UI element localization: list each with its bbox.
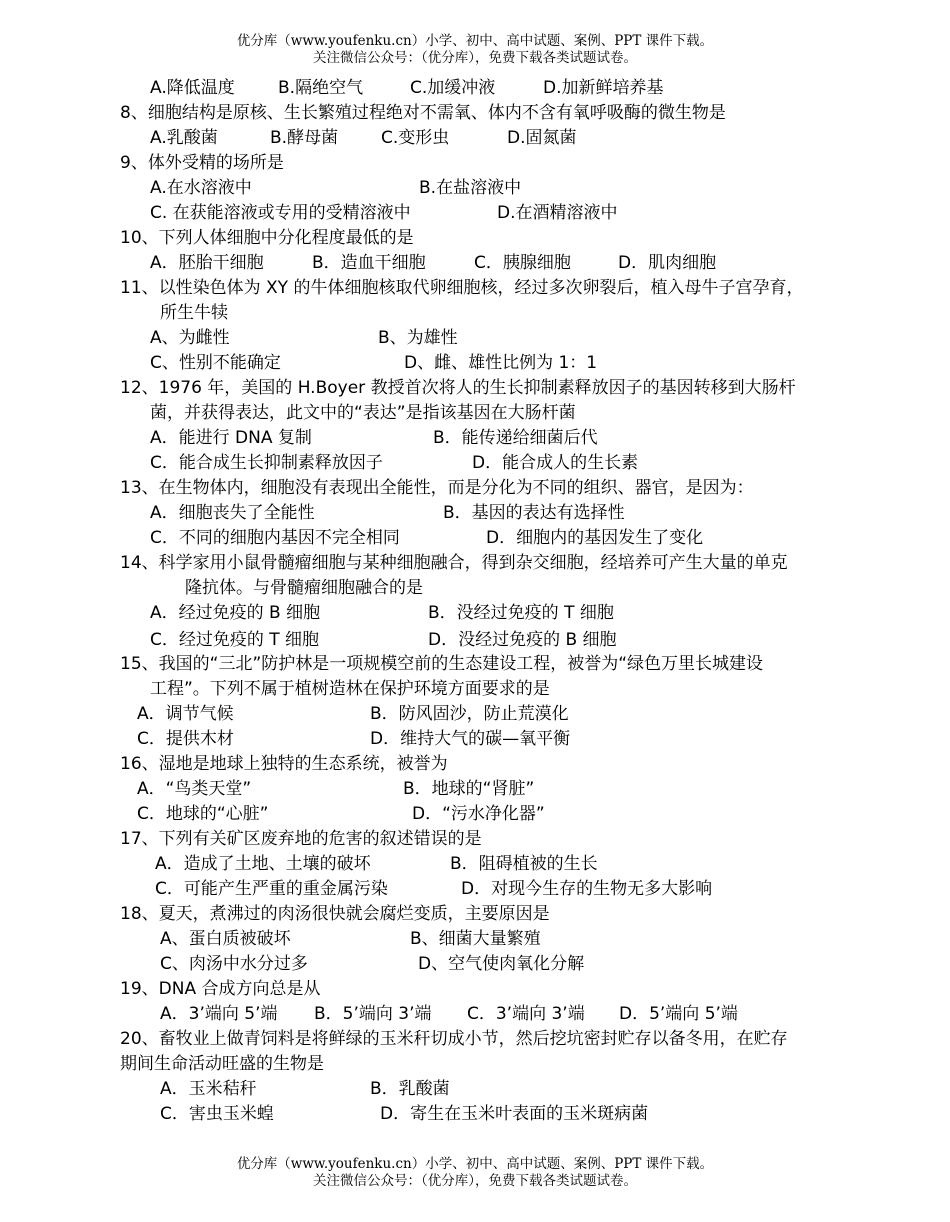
q15-option-d: D．维持大气的碳—氧平衡 <box>370 729 571 749</box>
q11-option-c: C、性别不能确定 <box>150 353 281 373</box>
q8-option-b: B.酵母菌 <box>270 128 339 148</box>
header-line-1: 优分库（www.youfenku.cn）小学、初中、高中试题、案例、PPT 课件下载。 <box>236 33 714 49</box>
q15-option-b: B．防风固沙，防止荒漠化 <box>370 704 569 724</box>
q19-option-c: C．3’端向 3’端 <box>467 1004 585 1024</box>
q7-option-b: B.隔绝空气 <box>278 78 364 98</box>
q7-option-c: C.加缓冲液 <box>410 78 496 98</box>
page-header <box>0 33 950 67</box>
q15-option-c: C．提供木材 <box>137 729 234 749</box>
q8-option-d: D.固氮菌 <box>507 128 577 148</box>
q9-option-a: A.在水溶液中 <box>150 178 252 198</box>
q17-option-c: C．可能产生严重的重金属污染 <box>155 879 388 899</box>
q18-option-a: A、蛋白质被破坏 <box>160 929 291 949</box>
q8-stem: 8、细胞结构是原核、生长繁殖过程绝对不需氧、体内不含有氧呼吸酶的微生物是 <box>120 103 726 123</box>
q19-option-a: A．3’端向 5’端 <box>160 1004 278 1024</box>
q13-option-d: D．细胞内的基因发生了变化 <box>486 528 704 548</box>
q18-option-c: C、肉汤中水分过多 <box>160 954 308 974</box>
q16-option-d: D．“污水净化器” <box>412 804 545 824</box>
q10-stem: 10、下列人体细胞中分化程度最低的是 <box>120 228 414 248</box>
q17-option-d: D．对现今生存的生物无多大影响 <box>461 879 713 899</box>
q20-option-a: A．玉米秸秆 <box>160 1079 257 1099</box>
q17-option-b: B．阻碍植被的生长 <box>450 854 598 874</box>
q11-option-a: A、为雌性 <box>150 328 230 348</box>
q12-option-d: D．能合成人的生长素 <box>472 453 639 473</box>
q10-option-d: D．肌肉细胞 <box>618 253 717 273</box>
q20-option-b: B．乳酸菌 <box>370 1079 450 1099</box>
q10-option-a: A．胚胎干细胞 <box>150 253 264 273</box>
q11-option-d: D、雌、雄性比例为 1：1 <box>404 353 598 373</box>
q12-option-c: C．能合成生长抑制素释放因子 <box>150 453 383 473</box>
q13-option-b: B．基因的表达有选择性 <box>443 503 625 523</box>
q18-option-b: B、细菌大量繁殖 <box>410 929 541 949</box>
q8-option-c: C.变形虫 <box>381 128 450 148</box>
q14-option-b: B．没经过免疫的 T 细胞 <box>428 603 614 623</box>
q7-option-a: A.降低温度 <box>150 78 235 98</box>
footer-line-2: 关注微信公众号：（优分库），免费下载各类试题试卷。 <box>313 1173 637 1189</box>
q19-option-b: B．5’端向 3’端 <box>314 1004 432 1024</box>
q16-stem: 16、湿地是地球上独特的生态系统，被誉为 <box>120 754 448 774</box>
q18-stem: 18、夏天，煮沸过的肉汤很快就会腐烂变质，主要原因是 <box>120 904 550 924</box>
q14-option-c: C．经过免疫的 T 细胞 <box>150 630 320 650</box>
q7-option-d: D.加新鲜培养基 <box>543 78 664 98</box>
q20-option-d: D．寄生在玉米叶表面的玉米斑病菌 <box>380 1104 649 1124</box>
q15-stem-line-1: 15、我国的“三北”防护林是一项规模空前的生态建设工程，被誉为“绿色万里长城建设 <box>120 654 764 674</box>
q15-option-a: A．调节气候 <box>137 704 234 724</box>
q11-option-b: B、为雄性 <box>378 328 458 348</box>
q17-stem: 17、下列有关矿区废弃地的危害的叙述错误的是 <box>120 829 482 849</box>
q16-option-b: B．地球的“肾脏” <box>403 779 535 799</box>
q11-stem-line-1: 11、以性染色体为 XY 的牛体细胞核取代卵细胞核，经过多次卵裂后，植入母牛子宫孕育， <box>120 278 804 298</box>
q10-option-c: C．胰腺细胞 <box>474 253 571 273</box>
q14-stem-line-1: 14、科学家用小鼠骨髓瘤细胞与某种细胞融合，得到杂交细胞，经培养可产生大量的单克 <box>120 553 788 573</box>
q9-option-d: D.在酒精溶液中 <box>497 203 618 223</box>
q13-stem: 13、在生物体内，细胞没有表现出全能性，而是分化为不同的组织、器官，是因为： <box>120 478 754 498</box>
q16-option-c: C．地球的“心脏” <box>137 804 269 824</box>
q19-stem: 19、DNA 合成方向总是从 <box>120 979 321 999</box>
q9-option-c: C. 在获能溶液或专用的受精溶液中 <box>150 203 411 223</box>
q14-option-a: A．经过免疫的 B 细胞 <box>150 603 321 623</box>
q10-option-b: B．造血干细胞 <box>312 253 426 273</box>
q8-option-a: A.乳酸菌 <box>150 128 218 148</box>
q9-stem: 9、体外受精的场所是 <box>120 153 284 173</box>
q13-option-a: A．细胞丧失了全能性 <box>150 503 315 523</box>
q12-stem-line-1: 12、1976 年，美国的 H.Boyer 教授首次将人的生长抑制素释放因子的基因转移到大肠杆 <box>120 378 796 398</box>
q20-option-c: C．害虫玉米蝗 <box>160 1104 274 1124</box>
q11-stem-line-2: 所生牛犊 <box>160 303 228 323</box>
q12-stem-line-2: 菌，并获得表达，此文中的“表达”是指该基因在大肠杆菌 <box>150 403 576 423</box>
q14-stem-line-2: 隆抗体。与骨髓瘤细胞融合的是 <box>185 578 423 598</box>
q13-option-c: C．不同的细胞内基因不完全相同 <box>150 528 400 548</box>
header-line-2: 关注微信公众号：（优分库），免费下载各类试题试卷。 <box>313 50 637 66</box>
q14-option-d: D．没经过免疫的 B 细胞 <box>428 630 617 650</box>
q15-stem-line-2: 工程”。下列不属于植树造林在保护环境方面要求的是 <box>150 679 550 699</box>
q9-option-b: B.在盐溶液中 <box>419 178 522 198</box>
page-footer <box>0 1156 950 1190</box>
q12-option-b: B．能传递给细菌后代 <box>433 428 598 448</box>
q19-option-d: D．5’端向 5’端 <box>619 1004 738 1024</box>
q20-stem-line-1: 20、畜牧业上做青饲料是将鲜绿的玉米秆切成小节，然后挖坑密封贮存以备冬用，在贮存 <box>120 1029 788 1049</box>
q12-option-a: A．能进行 DNA 复制 <box>150 428 312 448</box>
footer-line-1: 优分库（www.youfenku.cn）小学、初中、高中试题、案例、PPT 课件下载。 <box>236 1156 714 1172</box>
q16-option-a: A．“鸟类天堂” <box>137 779 252 799</box>
q20-stem-line-2: 期间生命活动旺盛的生物是 <box>120 1054 324 1074</box>
q18-option-d: D、空气使肉氧化分解 <box>418 954 585 974</box>
q17-option-a: A．造成了土地、土壤的破坏 <box>155 854 371 874</box>
